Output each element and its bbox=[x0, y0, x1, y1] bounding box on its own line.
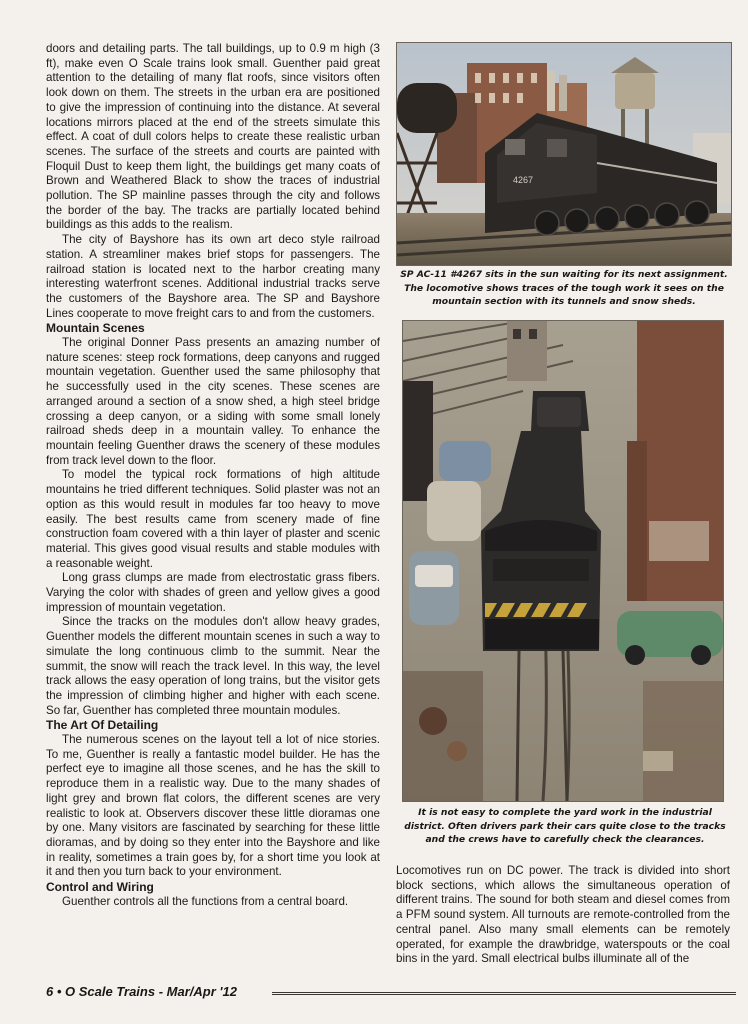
paragraph: Since the tracks on the modules don't allow heavy grades, Guenther models the different mountain scenes in such a way to simulate the long continuous climb to the summit. Near the summit, the snow will reach the track level. In this way, the level track allows the easy operation of long trains, but the visitor gets the impression of climbing higher and higher with each scene. So far, Guenther has completed three mountain modules. bbox=[46, 615, 380, 717]
paragraph: Locomotives run on DC power. The track is divided into short block sections, which allows the simultaneous operation of different trains. The sound for both steam and diesel comes from a PFM sound system. All turnouts are remote-controlled from the central panel. Also many small elements can be remotely operated, for example the drawbridge, waterspouts or the coal bins in the yard. Small electrical bulbs illuminate all of the bbox=[396, 864, 730, 966]
section-heading: Mountain Scenes bbox=[46, 321, 145, 336]
photo-caption: SP AC-11 #4267 sits in the sun waiting for its next assignment. The locomotive shows traces of the tough work it sees on the mountain section with its tunnels and snow sheds. bbox=[400, 269, 728, 307]
photo-caption: It is not easy to complete the yard work in the industrial district. Often drivers park their cars quite close to the tracks and the crews have to carefully check the clearances. bbox=[404, 807, 726, 845]
paragraph: doors and detailing parts. The tall buildings, up to 0.9 m high (3 ft), make even O Scale trains look small. Guenther paid great attention to the detailing of many flat roofs, since visitors often look down on them. The streets in the urban era are positioned to give the impression of continuing into the distance. At several locations mirrors placed at the end of the streets simulate this effect. A coat of dull colors helps to create these realistic urban scenes. The surface of the streets and courts are painted with Floquil Dust to keep them light, the buildings get many coats of Brown and Weathered Black to show the traces of industrial pollution. The SP mainline passes through the city and follows the border of the bay. The tracks are partially located behind buildings as this adds to the realism. bbox=[46, 42, 380, 232]
page-footer bbox=[46, 984, 736, 1004]
locomotive-photo bbox=[396, 42, 732, 266]
paragraph: To model the typical rock formations of high altitude mountains he tried different techniques. Solid plaster was not an option as this would result in modules far too heavy to move easily. The best results came from scenery made of fine construction foam covered with a thin layer of plaster and scenic material. This gives good visual results and stable modules with a reasonable weight. bbox=[46, 468, 380, 570]
yard-photo bbox=[402, 320, 724, 802]
paragraph: The original Donner Pass presents an amazing number of nature scenes: steep rock formations, deep canyons and rugged mountain vegetation. Guenther used the same philosophy that he successfully used in the city scenes. These scenes are arranged around a section of a snow shed, a high steel bridge crossing a deep canyon, or a siding with some small lonely railroad sheds deep in a mountain valley. To enhance the mountain feeling Guenther draws the scenery of these modules from track level down to the floor. bbox=[46, 336, 380, 467]
paragraph: Guenther controls all the functions from a central board. bbox=[62, 894, 349, 908]
left-text-column bbox=[46, 42, 380, 909]
locomotive-number-plate: 4267 bbox=[513, 175, 534, 185]
footer-folio: 6 • O Scale Trains - Mar/Apr '12 bbox=[46, 984, 237, 999]
right-text-column bbox=[396, 864, 730, 967]
paragraph: The city of Bayshore has its own art deco style railroad station. A streamliner makes brief stops for passengers. The railroad station is located next to the harbor creating many interesting waterfront scenes. Additional industrial tracks serve the customers of the Bayshore area. The SP and Bayshore Lines cooperate to move freight cars to and from the customers. bbox=[46, 233, 380, 320]
paragraph: The numerous scenes on the layout tell a lot of nice stories. To me, Guenther is really a fantastic model builder. He has the perfect eye to imagine all those scenes, and he has the skill to reproduce them in a realistic way. Due to the many shades of light grey and brown flat colors, the different scenes are very realistic to look at. Observers discover these little dioramas one by one. Many visitors are fascinated by searching for these little dioramas, and by doing so they enter into the Bayshore and like in reality, sometimes a train goes by, for a short time you look at it and then you turn back to your environment. bbox=[46, 733, 380, 879]
section-heading: The Art Of Detailing bbox=[46, 718, 159, 733]
footer-rule bbox=[272, 992, 736, 995]
section-heading: Control and Wiring bbox=[46, 880, 154, 895]
paragraph: Long grass clumps are made from electrostatic grass fibers. Varying the color with shades of green and yellow gives a good impression of mountain vegetation. bbox=[46, 571, 380, 614]
